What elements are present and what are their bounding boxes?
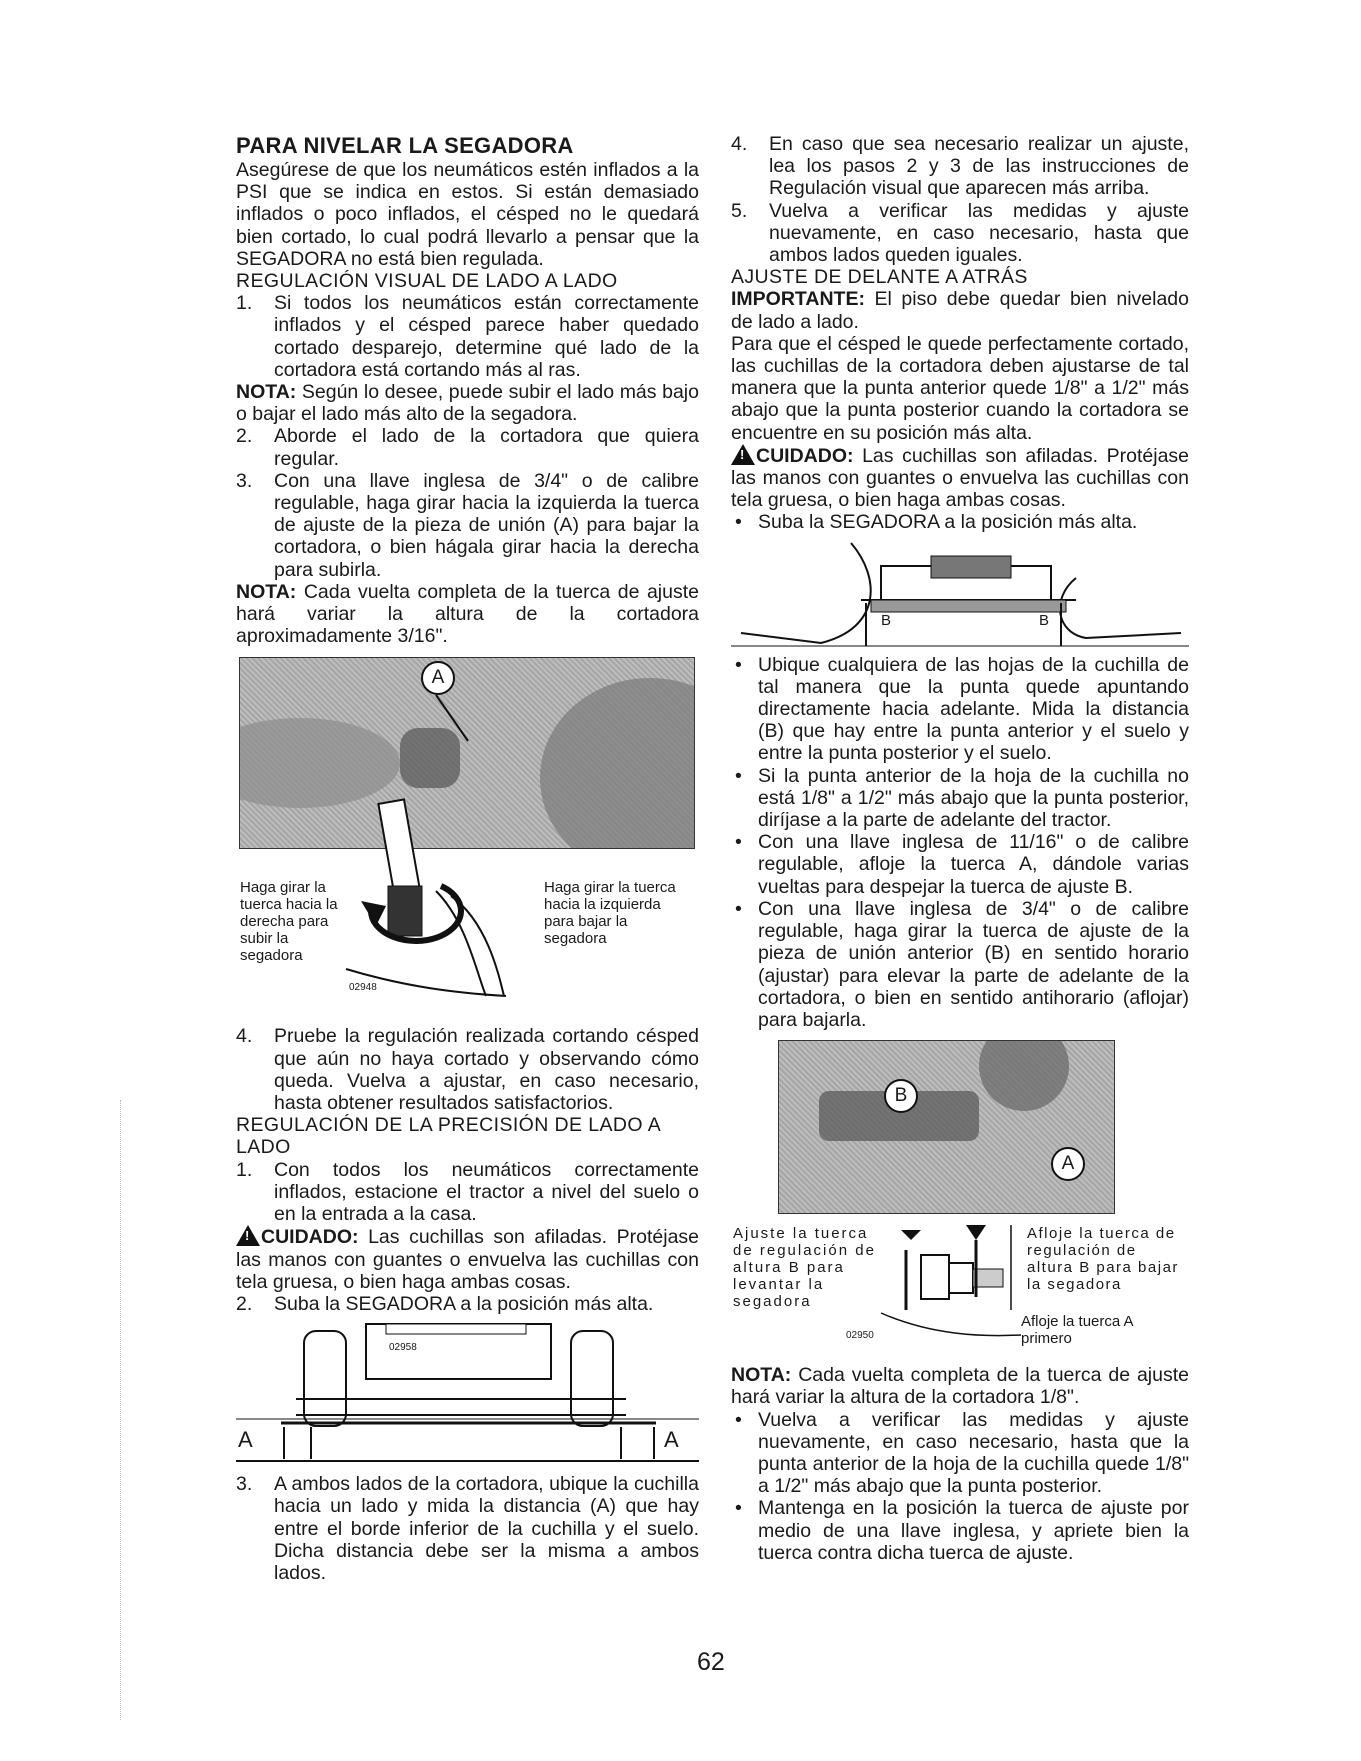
- step-3: 3. Con una llave inglesa de 3/4" o de calibre regulable, haga girar hacia la izquierda la tuerca de ajuste de la pieza de unión (A) para bajar la cortadora, o bien hágala girar hacia la derecha para subirla.: [236, 469, 699, 581]
- caption-lower: Afloje la tuerca de regulación de altura B para bajar la segadora: [1027, 1225, 1179, 1294]
- step-4: 4. Pruebe la regulación realizada cortando césped que aún no haya cortado y observando cómo queda. Vuelva a ajustar, en caso necesario, hasta obtener resultados satisfactorios.: [236, 1025, 699, 1115]
- para-paragraph: Para que el césped le quede perfectamente cortado, las cuchillas de la cortadora deben ajustarse de tal manera que la punta anterior quede 1/8" a 1/2" más abajo que la punta posterior cuando la cortadora se encuentre en su posición más alta.: [731, 332, 1189, 444]
- note-1: NOTA: Según lo desee, puede subir el lado más bajo o bajar el lado más alto de la segadora.: [236, 381, 699, 426]
- callout-a: A: [1051, 1147, 1085, 1181]
- caption-left: Haga girar la tuerca hacia la derecha para subir la segadora: [240, 879, 338, 965]
- bullet-7: • Mantenga en la posición la tuerca de ajuste por medio de una llave inglesa, y apriete bien la tuerca contra dicha tuerca de ajuste.: [735, 1497, 1189, 1564]
- caption-raise: Ajuste la tuerca de regulación de altura B para levantar la segadora: [733, 1225, 876, 1311]
- subheading-visual: REGULACIÓN VISUAL DE LADO A LADO: [236, 270, 618, 293]
- figure-number: 02948: [349, 982, 377, 994]
- deck-diagram: [236, 1319, 699, 1469]
- figure-adjust-nut: [236, 651, 699, 1021]
- figure-number-2: 02958: [389, 1342, 417, 1354]
- precision-step-3: 3. A ambos lados de la cortadora, ubique la cuchilla hacia un lado y mida la distancia (A) que hay entre el borde inferior de la cuchilla y el suelo. Dicha distancia debe ser la misma a ambos lados.: [236, 1473, 699, 1584]
- scan-margin-marks: [120, 1100, 123, 1720]
- caution-right: !CUIDADO: Las cuchillas son afiladas. Protéjase las manos con guantes o envuelva las cuchillas con tela gruesa, o bien haga ambas cosas.: [731, 444, 1189, 512]
- note-2: NOTA: Cada vuelta completa de la tuerca de ajuste hará variar la altura de la cortadora aproximadamente 3/16".: [236, 580, 699, 648]
- tractor-deck-diagram: [731, 538, 1189, 650]
- note-right: NOTA: Cada vuelta completa de la tuerca de ajuste hará variar la altura de la cortadora 1/8".: [731, 1364, 1189, 1409]
- caption-loosen-a: Afloje la tuerca A primero: [1021, 1313, 1133, 1348]
- important-note: IMPORTANTE: El piso debe quedar bien nivelado de lado a lado.: [731, 288, 1189, 333]
- figure-number-4: 02950: [846, 1330, 874, 1342]
- warning-icon: [236, 1225, 260, 1246]
- right-column: [731, 133, 1189, 1564]
- precision-step-2: 2. Suba la SEGADORA a la posición más alta.: [236, 1292, 654, 1315]
- figure-blade-measure: [731, 538, 1189, 650]
- label-a-left: A: [238, 1427, 253, 1453]
- intro-paragraph: Asegúrese de que los neumáticos estén inflados a la PSI que se indica en estos. Si están demasiado inflados o poco inflados, el césped no le quedará bien cortado, lo cual podrá llevarlo a pensar que la SEGADORA no está bien regulada.: [236, 159, 699, 270]
- bullet-5: • Con una llave inglesa de 3/4" o de calibre regulable, haga girar la tuerca de ajuste de la pieza de unión anterior (B) en sentido horario (ajustar) para elevar la parte de adelante de la cortadora, o bien en sentido antihorario (aflojar) para bajarla.: [735, 897, 1189, 1031]
- step-2: 2. Aborde el lado de la cortadora que quiera regular.: [236, 425, 699, 470]
- callout-b: B: [884, 1079, 918, 1113]
- bullet-3: • Si la punta anterior de la hoja de la cuchilla no está 1/8" a 1/2" más abajo que la punta posterior, diríjase a la parte de adelante del tractor.: [735, 764, 1189, 832]
- warning-icon: [731, 444, 755, 465]
- subheading-precision: REGULACIÓN DE LA PRECISIÓN DE LADO A LADO: [236, 1114, 661, 1159]
- step-1: 1. Si todos los neumáticos están correctamente inflados y el césped parece haber quedado cortado desparejo, determine qué lado de la cortadora está cortando más al ras.: [236, 292, 699, 381]
- page-number: 62: [697, 1648, 725, 1676]
- label-b-rear: B: [1039, 611, 1050, 629]
- figure-deck-level: [236, 1319, 699, 1469]
- precision-step-1: 1. Con todos los neumáticos correctamente inflados, estacione el tractor a nivel del suelo o en la entrada a la casa.: [236, 1158, 699, 1226]
- label-b-front: B: [881, 611, 892, 629]
- caution-left: !CUIDADO: Las cuchillas son afiladas. Protéjase las manos con guantes o envuelva las cuchillas con tela gruesa, o bien haga ambas cosas.: [236, 1225, 699, 1293]
- figure-front-link: [731, 1035, 1189, 1360]
- wrench-illustration: [236, 651, 699, 1021]
- caption-right: Haga girar la tuerca hacia la izquierda para bajar la segadora: [544, 879, 676, 948]
- bullet-1: • Suba la SEGADORA a la posición más alta.: [735, 511, 1138, 534]
- bullet-6: • Vuelva a verificar las medidas y ajuste nuevamente, en caso necesario, hasta que la punta anterior de la hoja de la cuchilla quede 1/8" a 1/2" más abajo que la punta posterior.: [735, 1408, 1189, 1498]
- nut-illustration: [731, 1035, 1189, 1360]
- precision-step-5: 5. Vuelva a verificar las medidas y ajuste nuevamente, en caso necesario, hasta que ambos lados queden iguales.: [731, 199, 1189, 267]
- bullet-4: • Con una llave inglesa de 11/16" o de calibre regulable, afloje la tuerca A, dándole varias vueltas para despejar la tuerca de ajuste B.: [735, 831, 1189, 898]
- section-heading: PARA NIVELAR LA SEGADORA: [236, 133, 574, 158]
- precision-step-4: 4. En caso que sea necesario realizar un ajuste, lea los pasos 2 y 3 de las instrucciones de Regulación visual que aparecen más arriba.: [731, 133, 1189, 200]
- label-a-right: A: [664, 1427, 679, 1453]
- bullet-2: • Ubique cualquiera de las hojas de la cuchilla de tal manera que la punta quede apuntando directamente hacia adelante. Mida la distancia (B) que hay entre la punta anterior y el suelo y entre la punta posterior y el suelo.: [735, 653, 1189, 765]
- left-column: [236, 133, 699, 1584]
- callout-a: A: [421, 661, 455, 695]
- subheading-front-back: AJUSTE DE DELANTE A ATRÁS: [731, 266, 1028, 289]
